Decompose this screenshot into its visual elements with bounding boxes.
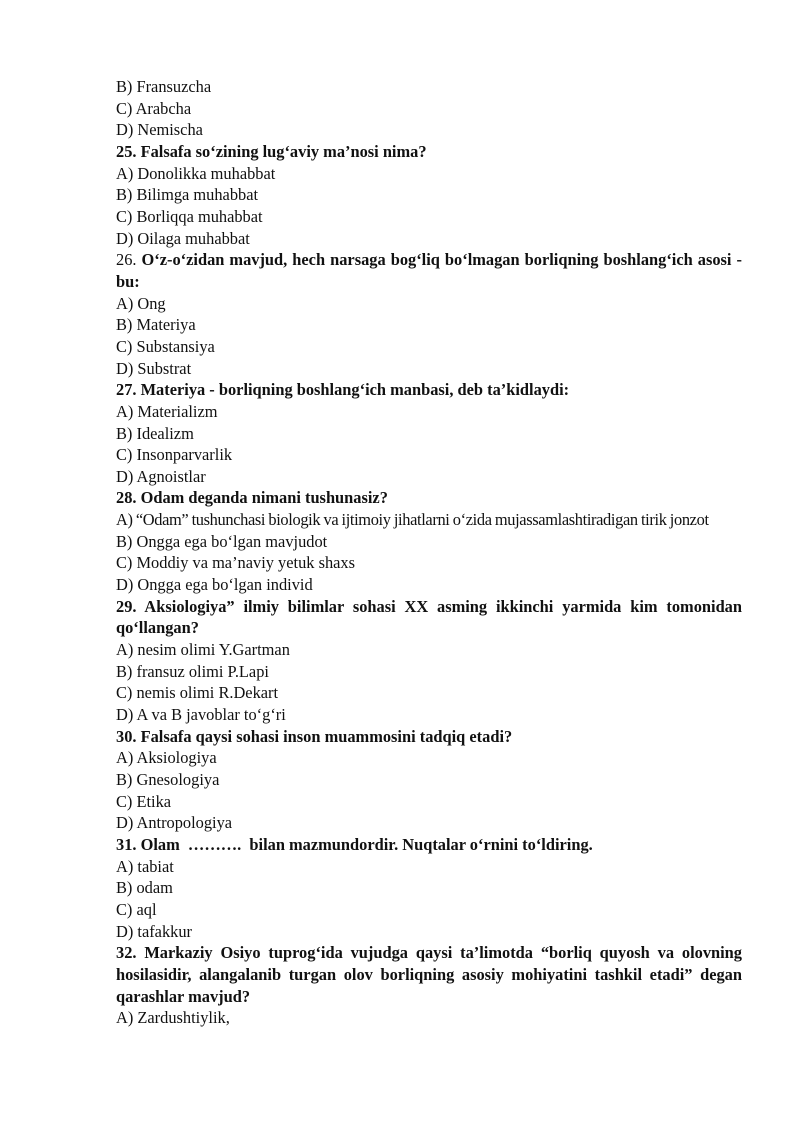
- question-26: [116, 249, 742, 292]
- q30-option-d: D) Antropologiya: [116, 813, 233, 833]
- q25-option-a: A) Donolikka muhabbat: [116, 163, 276, 183]
- question-31: 31. Olam ………. bilan mazmundordir. Nuqtalar o‘rnini to‘ldiring.: [116, 834, 593, 854]
- q28-option-a: A) “Odam” tushunchasi biologik va ijtimoiy jihatlarni o‘zida mujassamlashtiradigan tirik jonzot: [116, 510, 709, 530]
- q27-option-b: B) Idealizm: [116, 423, 194, 443]
- option-b: B) Fransuzcha: [116, 77, 212, 96]
- q29-option-c: C) nemis olimi R.Dekart: [116, 683, 279, 703]
- q31-option-b: B) odam: [116, 878, 173, 898]
- q32-option-a: A) Zardushtiylik,: [116, 1008, 230, 1028]
- question-26-number: 26.: [116, 250, 142, 270]
- q25-option-b: B) Bilimga muhabbat: [116, 185, 259, 205]
- q30-option-a: A) Aksiologiya: [116, 748, 217, 768]
- option-d: D) Nemischa: [116, 120, 203, 140]
- q29-option-b: B) fransuz olimi P.Lapi: [116, 661, 269, 681]
- q30-option-b: B) Gnesologiya: [116, 770, 220, 789]
- q31-option-a: A) tabiat: [116, 856, 174, 876]
- question-32: 32. Markaziy Osiyo tuprog‘ida vujudga qaysi ta’limotda “borliq quyosh va olovning hosilasidir, alangalanib turgan olov borliqning asosiy mohiyatini tashkil etadi” degan qarashlar mavjud?: [116, 943, 742, 1006]
- q27-option-a: A) Materializm: [116, 401, 218, 421]
- question-26-text: O‘z-o‘zidan mavjud, hech narsaga bog‘liq bo‘lmagan borliqning boshlang‘ich asosi - bu:: [116, 250, 742, 291]
- q27-option-d: D) Agnoistlar: [116, 466, 206, 486]
- q31-option-d: D) tafakkur: [116, 921, 192, 941]
- question-30: 30. Falsafa qaysi sohasi inson muammosini tadqiq etadi?: [116, 726, 513, 746]
- q30-option-c: C) Etika: [116, 791, 172, 811]
- q28-option-b: B) Ongga ega bo‘lgan mavjudot: [116, 531, 328, 551]
- q26-option-b: B) Materiya: [116, 315, 196, 335]
- option-c: C) Arabcha: [116, 98, 192, 118]
- q28-option-c: C) Moddiy va ma’naviy yetuk shaxs: [116, 553, 355, 573]
- document-page: [116, 76, 742, 1029]
- q31-option-c: C) aql: [116, 899, 157, 919]
- question-25: 25. Falsafa so‘zining lug‘aviy ma’nosi nima?: [116, 141, 427, 161]
- q26-option-a: A) Ong: [116, 293, 166, 313]
- q28-option-d: D) Ongga ega bo‘lgan individ: [116, 575, 313, 595]
- q29-option-a: A) nesim olimi Y.Gartman: [116, 640, 290, 660]
- q25-option-c: C) Borliqqa muhabbat: [116, 206, 263, 226]
- question-29: 29. Aksiologiya” ilmiy bilimlar sohasi XX asming ikkinchi yarmida kim tomonidan qo‘llangan?: [116, 596, 742, 638]
- q27-option-c: C) Insonparvarlik: [116, 445, 233, 465]
- q29-option-d: D) A va B javoblar to‘g‘ri: [116, 705, 286, 725]
- question-28: 28. Odam deganda nimani tushunasiz?: [116, 488, 388, 508]
- question-27: 27. Materiya - borliqning boshlang‘ich manbasi, deb ta’kidlaydi:: [116, 380, 570, 400]
- q25-option-d: D) Oilaga muhabbat: [116, 228, 250, 248]
- q26-option-d: D) Substrat: [116, 358, 192, 378]
- q26-option-c: C) Substansiya: [116, 336, 215, 356]
